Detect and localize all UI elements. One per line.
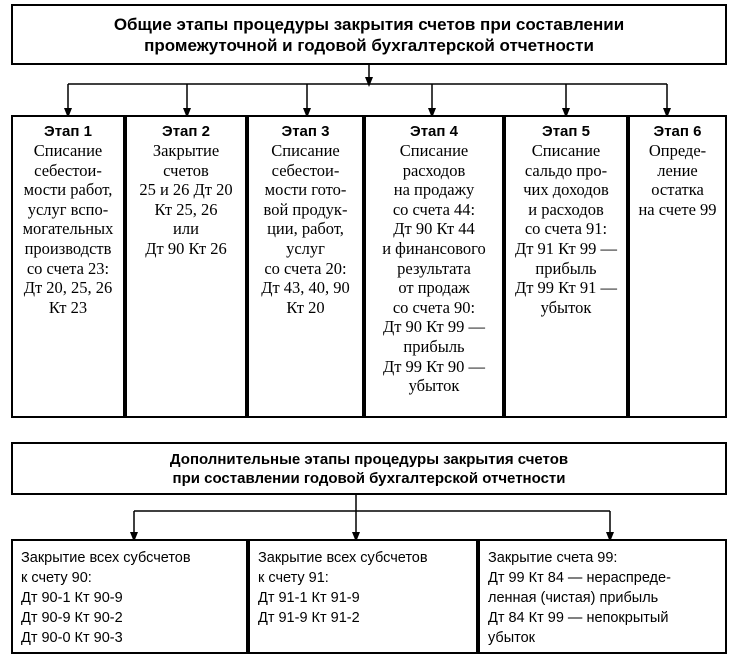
stage-box-1: [11, 115, 125, 418]
stage-text-line: на счете 99: [638, 199, 717, 219]
stage-text-line: Списание: [33, 141, 103, 160]
stage-text-line: на продажу: [393, 180, 475, 200]
stage-box-4: [364, 115, 504, 418]
stage-label: Этап 4: [410, 123, 458, 140]
extra-stage-text-line: Закрытие всех субсчетов: [21, 550, 191, 566]
stage-text-line: Закрытие: [152, 141, 220, 160]
stage-text-line: услуг: [286, 238, 325, 258]
stage-text-line: ление: [657, 160, 698, 180]
extra-stage-text-line: к счету 90:: [21, 570, 92, 586]
extra-stage-text-line: к счету 91:: [258, 570, 329, 586]
stage-text-line: Опреде-: [648, 141, 707, 160]
main-title-box: [11, 4, 727, 65]
extra-stage-text-line: Дт 90-9 Кт 90-2: [21, 610, 123, 626]
stage-text-line: вой продук-: [263, 199, 348, 219]
stage-label: Этап 1: [44, 123, 92, 140]
extra-stage-text-line: Закрытие всех субсчетов: [258, 550, 428, 566]
stage-text-line: со счета 20:: [264, 258, 347, 278]
stage-box-5: [504, 115, 628, 418]
stage-text-line: мости гото-: [264, 180, 347, 200]
stage-label: Этап 2: [162, 123, 210, 140]
stage-text-line: Дт 99 Кт 90 —: [382, 356, 486, 376]
stage-text-line: убыток: [408, 376, 460, 396]
stage-text-line: прибыль: [535, 258, 597, 278]
stage-text-line: сальдо про-: [524, 160, 608, 180]
stage-text-line: Кт 25, 26: [154, 199, 218, 219]
stage-text-line: остатка: [651, 180, 704, 200]
extra-stage-text-line: Дт 91-1 Кт 91-9: [258, 590, 360, 606]
stage-text-line: Дт 43, 40, 90: [261, 278, 350, 298]
stage-text-line: мости работ,: [23, 180, 113, 200]
stage-text-line: со счета 23:: [26, 258, 110, 278]
stage-text-line: расходов: [402, 160, 466, 180]
stage-text-line: 25 и 26 Дт 20: [139, 180, 233, 200]
stage-text-line: услуг вспо-: [27, 199, 109, 219]
extra-stage-text-line: убыток: [488, 630, 536, 646]
extra-title-line: Дополнительные этапы процедуры закрытия счетов: [169, 450, 569, 468]
stage-text-line: со счета 90:: [392, 297, 476, 317]
stage-text-line: со счета 91:: [524, 219, 608, 239]
main-title-line: Общие этапы процедуры закрытия счетов при составлении: [113, 14, 625, 34]
extra-title-box: [11, 442, 727, 495]
stage-text-line: прибыль: [403, 336, 465, 356]
stage-text-line: результата: [397, 258, 471, 278]
stage-text-line: или: [173, 219, 199, 239]
stage-text-line: себестои-: [34, 160, 102, 180]
stage-text-line: Дт 91 Кт 99 —: [514, 238, 618, 258]
main-title-line: промежуточной и годовой бухгалтерской отчетности: [144, 35, 594, 55]
stage-text-line: Дт 90 Кт 99 —: [382, 317, 486, 337]
stage-label: Этап 3: [281, 123, 330, 140]
stage-text-line: Дт 90 Кт 44: [393, 219, 475, 239]
stage-label: Этап 5: [542, 123, 590, 140]
extra-stage-text-line: Закрытие счета 99:: [488, 550, 618, 566]
stage-text-line: себестои-: [271, 160, 340, 180]
extra-stage-text-line: ленная (чистая) прибыль: [488, 590, 659, 606]
stage-text-line: Кт 20: [286, 297, 325, 317]
stage-text-line: Дт 20, 25, 26: [23, 278, 113, 298]
stage-text-line: Дт 99 Кт 91 —: [514, 278, 618, 298]
extra-stage-text-line: Дт 84 Кт 99 — непокрытый: [488, 610, 669, 626]
stage-text-line: Дт 90 Кт 26: [145, 238, 227, 258]
stage-box-6: [628, 115, 727, 418]
stage-text-line: Кт 23: [48, 297, 88, 317]
extra-stage-text-line: Дт 99 Кт 84 — нераспреде-: [488, 570, 671, 586]
extra-stage-text-line: Дт 90-1 Кт 90-9: [21, 590, 123, 606]
stage-box-2: [125, 115, 247, 418]
stage-text-line: могательных: [22, 219, 114, 239]
extra-title-line: при составлении годовой бухгалтерской отчетности: [172, 469, 566, 487]
stage-text-line: убыток: [540, 297, 592, 317]
stage-text-line: и расходов: [528, 199, 604, 219]
stage-text-line: счетов: [163, 160, 209, 180]
extra-stage-text-line: Дт 91-9 Кт 91-2: [258, 610, 360, 626]
stage-text-line: чих доходов: [523, 180, 609, 200]
stage-text-line: со счета 44:: [392, 199, 476, 219]
extra-stage-box-2: [248, 539, 478, 654]
extra-stage-text-line: Дт 90-0 Кт 90-3: [21, 630, 123, 646]
extra-stage-box-1: [11, 539, 248, 654]
stage-label: Этап 6: [653, 123, 702, 140]
stage-text-line: Списание: [399, 141, 469, 160]
stage-text-line: производств: [24, 238, 112, 258]
stage-text-line: Списание: [271, 141, 340, 160]
stage-text-line: и финансового: [382, 238, 486, 258]
stage-text-line: ции, работ,: [267, 219, 344, 239]
stage-box-3: [247, 115, 364, 418]
extra-stage-box-3: [478, 539, 727, 654]
stage-text-line: от продаж: [398, 278, 470, 298]
stage-text-line: Списание: [531, 141, 601, 160]
